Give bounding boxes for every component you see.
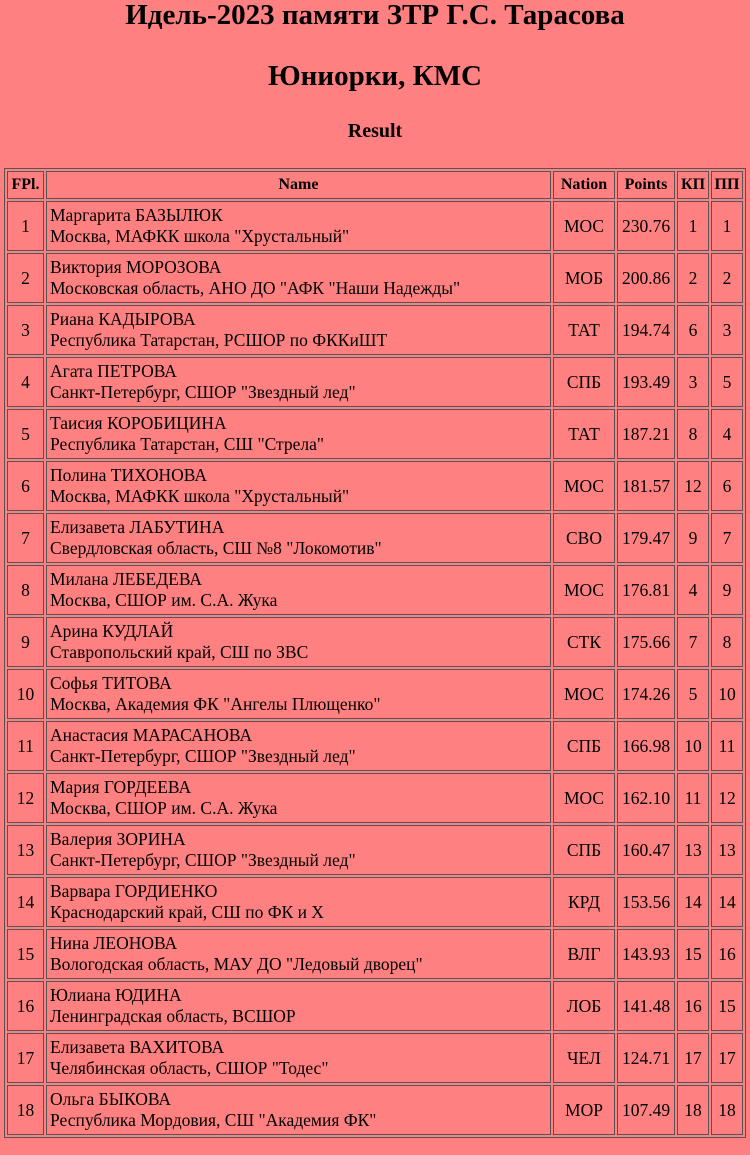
kp-cell: 15 xyxy=(677,929,709,979)
kp-cell: 1 xyxy=(677,201,709,251)
table-row xyxy=(7,461,743,511)
nation-cell: ВЛГ xyxy=(553,929,615,979)
pp-cell: 12 xyxy=(711,773,743,823)
column-header-kp: КП xyxy=(677,171,709,199)
skater-club: Москва, СШОР им. С.А. Жука xyxy=(50,798,278,818)
kp-cell: 17 xyxy=(677,1033,709,1083)
points-cell: 160.47 xyxy=(617,825,675,875)
skater-club: Ленинградская область, ВСШОР xyxy=(50,1006,296,1026)
place-cell: 16 xyxy=(7,981,44,1031)
skater-cell xyxy=(46,305,551,355)
pp-cell: 13 xyxy=(711,825,743,875)
pp-cell: 11 xyxy=(711,721,743,771)
pp-cell: 3 xyxy=(711,305,743,355)
pp-cell: 14 xyxy=(711,877,743,927)
skater-club: Ставропольский край, СШ по ЗВС xyxy=(50,642,309,662)
skater-club: Санкт-Петербург, СШОР "Звездный лед" xyxy=(50,746,356,766)
skater-name: Софья ТИТОВА xyxy=(50,673,172,693)
nation-cell: МОС xyxy=(553,461,615,511)
column-header-nation: Nation xyxy=(553,171,615,199)
table-row xyxy=(7,773,743,823)
nation-cell: СПБ xyxy=(553,357,615,407)
pp-cell: 18 xyxy=(711,1085,743,1135)
kp-cell: 5 xyxy=(677,669,709,719)
skater-cell xyxy=(46,721,551,771)
skater-name: Арина КУДЛАЙ xyxy=(50,621,174,641)
place-cell: 15 xyxy=(7,929,44,979)
nation-cell: МОС xyxy=(553,669,615,719)
points-cell: 166.98 xyxy=(617,721,675,771)
table-row xyxy=(7,721,743,771)
skater-club: Вологодская область, МАУ ДО "Ледовый дворец" xyxy=(50,954,423,974)
points-cell: 175.66 xyxy=(617,617,675,667)
skater-name: Варвара ГОРДИЕНКО xyxy=(50,881,218,901)
place-cell: 14 xyxy=(7,877,44,927)
skater-club: Республика Татарстан, РСШОР по ФККиШТ xyxy=(50,330,388,350)
table-row xyxy=(7,305,743,355)
skater-cell xyxy=(46,513,551,563)
nation-cell: МОС xyxy=(553,201,615,251)
results-table xyxy=(4,168,746,1138)
pp-cell: 2 xyxy=(711,253,743,303)
points-cell: 124.71 xyxy=(617,1033,675,1083)
table-row xyxy=(7,929,743,979)
skater-cell xyxy=(46,201,551,251)
page-title: Идель-2023 памяти ЗТР Г.С. Тарасова xyxy=(125,0,625,31)
table-row xyxy=(7,617,743,667)
pp-cell: 9 xyxy=(711,565,743,615)
table-row xyxy=(7,1085,743,1135)
nation-cell: ТАТ xyxy=(553,305,615,355)
table-row xyxy=(7,1033,743,1083)
table-row xyxy=(7,357,743,407)
points-cell: 174.26 xyxy=(617,669,675,719)
kp-cell: 8 xyxy=(677,409,709,459)
skater-name: Маргарита БАЗЫЛЮК xyxy=(50,205,223,225)
skater-club: Санкт-Петербург, СШОР "Звездный лед" xyxy=(50,850,356,870)
skater-name: Мария ГОРДЕЕВА xyxy=(50,777,192,797)
skater-club: Москва, МАФКК школа "Хрустальный" xyxy=(50,486,350,506)
points-cell: 176.81 xyxy=(617,565,675,615)
skater-name: Полина ТИХОНОВА xyxy=(50,465,207,485)
kp-cell: 10 xyxy=(677,721,709,771)
pp-cell: 6 xyxy=(711,461,743,511)
kp-cell: 7 xyxy=(677,617,709,667)
kp-cell: 9 xyxy=(677,513,709,563)
kp-cell: 13 xyxy=(677,825,709,875)
pp-cell: 17 xyxy=(711,1033,743,1083)
table-row xyxy=(7,409,743,459)
skater-name: Таисия КОРОБИЦИНА xyxy=(50,413,227,433)
category-subtitle: Юниорки, КМС xyxy=(268,60,482,92)
points-cell: 193.49 xyxy=(617,357,675,407)
column-header-points: Points xyxy=(617,171,675,199)
column-header-name: Name xyxy=(46,171,551,199)
skater-club: Республика Мордовия, СШ "Академия ФК" xyxy=(50,1110,377,1130)
place-cell: 18 xyxy=(7,1085,44,1135)
pp-cell: 8 xyxy=(711,617,743,667)
pp-cell: 1 xyxy=(711,201,743,251)
place-cell: 13 xyxy=(7,825,44,875)
skater-name: Виктория МОРОЗОВА xyxy=(50,257,222,277)
kp-cell: 3 xyxy=(677,357,709,407)
table-row xyxy=(7,825,743,875)
place-cell: 1 xyxy=(7,201,44,251)
points-cell: 230.76 xyxy=(617,201,675,251)
place-cell: 11 xyxy=(7,721,44,771)
skater-club: Москва, СШОР им. С.А. Жука xyxy=(50,590,278,610)
skater-name: Милана ЛЕБЕДЕВА xyxy=(50,569,203,589)
place-cell: 6 xyxy=(7,461,44,511)
table-row xyxy=(7,981,743,1031)
nation-cell: КРД xyxy=(553,877,615,927)
skater-cell xyxy=(46,773,551,823)
skater-club: Свердловская область, СШ №8 "Локомотив" xyxy=(50,538,382,558)
skater-name: Анастасия МАРАСАНОВА xyxy=(50,725,253,745)
skater-cell xyxy=(46,929,551,979)
place-cell: 10 xyxy=(7,669,44,719)
nation-cell: ТАТ xyxy=(553,409,615,459)
skater-cell xyxy=(46,409,551,459)
points-cell: 179.47 xyxy=(617,513,675,563)
kp-cell: 4 xyxy=(677,565,709,615)
kp-cell: 2 xyxy=(677,253,709,303)
skater-club: Москва, МАФКК школа "Хрустальный" xyxy=(50,226,350,246)
points-cell: 141.48 xyxy=(617,981,675,1031)
pp-cell: 10 xyxy=(711,669,743,719)
place-cell: 4 xyxy=(7,357,44,407)
kp-cell: 18 xyxy=(677,1085,709,1135)
skater-cell xyxy=(46,669,551,719)
place-cell: 8 xyxy=(7,565,44,615)
column-header-place: FPl. xyxy=(7,171,44,199)
nation-cell: СПБ xyxy=(553,825,615,875)
nation-cell: ЛОБ xyxy=(553,981,615,1031)
kp-cell: 11 xyxy=(677,773,709,823)
place-cell: 7 xyxy=(7,513,44,563)
section-heading: Result xyxy=(347,120,403,142)
skater-name: Нина ЛЕОНОВА xyxy=(50,933,178,953)
points-cell: 187.21 xyxy=(617,409,675,459)
skater-name: Агата ПЕТРОВА xyxy=(50,361,177,381)
skater-club: Санкт-Петербург, СШОР "Звездный лед" xyxy=(50,382,356,402)
place-cell: 5 xyxy=(7,409,44,459)
points-cell: 200.86 xyxy=(617,253,675,303)
pp-cell: 15 xyxy=(711,981,743,1031)
skater-cell xyxy=(46,357,551,407)
results-body xyxy=(7,201,743,1135)
skater-name: Ольга БЫКОВА xyxy=(50,1089,172,1109)
place-cell: 3 xyxy=(7,305,44,355)
skater-name: Елизавета ВАХИТОВА xyxy=(50,1037,225,1057)
skater-club: Москва, Академия ФК "Ангелы Плющенко" xyxy=(50,694,381,714)
pp-cell: 4 xyxy=(711,409,743,459)
nation-cell: ЧЕЛ xyxy=(553,1033,615,1083)
points-cell: 153.56 xyxy=(617,877,675,927)
nation-cell: МОБ xyxy=(553,253,615,303)
kp-cell: 12 xyxy=(677,461,709,511)
nation-cell: СТК xyxy=(553,617,615,667)
pp-cell: 5 xyxy=(711,357,743,407)
skater-name: Риана КАДЫРОВА xyxy=(50,309,196,329)
place-cell: 9 xyxy=(7,617,44,667)
pp-cell: 7 xyxy=(711,513,743,563)
points-cell: 143.93 xyxy=(617,929,675,979)
points-cell: 162.10 xyxy=(617,773,675,823)
nation-cell: МОС xyxy=(553,565,615,615)
nation-cell: СПБ xyxy=(553,721,615,771)
skater-cell xyxy=(46,253,551,303)
table-row xyxy=(7,513,743,563)
table-header-row xyxy=(7,171,743,199)
place-cell: 2 xyxy=(7,253,44,303)
skater-cell xyxy=(46,617,551,667)
table-row xyxy=(7,201,743,251)
kp-cell: 14 xyxy=(677,877,709,927)
skater-cell xyxy=(46,1085,551,1135)
place-cell: 12 xyxy=(7,773,44,823)
skater-name: Валерия ЗОРИНА xyxy=(50,829,186,849)
skater-club: Челябинская область, СШОР "Тодес" xyxy=(50,1058,329,1078)
skater-club: Республика Татарстан, СШ "Стрела" xyxy=(50,434,325,454)
nation-cell: СВО xyxy=(553,513,615,563)
skater-cell xyxy=(46,981,551,1031)
table-row xyxy=(7,877,743,927)
points-cell: 194.74 xyxy=(617,305,675,355)
place-cell: 17 xyxy=(7,1033,44,1083)
skater-cell xyxy=(46,461,551,511)
table-row xyxy=(7,565,743,615)
nation-cell: МОС xyxy=(553,773,615,823)
skater-cell xyxy=(46,565,551,615)
kp-cell: 16 xyxy=(677,981,709,1031)
skater-cell xyxy=(46,877,551,927)
skater-name: Юлиана ЮДИНА xyxy=(50,985,182,1005)
skater-cell xyxy=(46,825,551,875)
nation-cell: МОР xyxy=(553,1085,615,1135)
pp-cell: 16 xyxy=(711,929,743,979)
skater-name: Елизавета ЛАБУТИНА xyxy=(50,517,225,537)
kp-cell: 6 xyxy=(677,305,709,355)
points-cell: 181.57 xyxy=(617,461,675,511)
skater-club: Московская область, АНО ДО "АФК "Наши Надежды" xyxy=(50,278,461,298)
column-header-pp: ПП xyxy=(711,171,743,199)
skater-club: Краснодарский край, СШ по ФК и Х xyxy=(50,902,324,922)
skater-cell xyxy=(46,1033,551,1083)
points-cell: 107.49 xyxy=(617,1085,675,1135)
table-row xyxy=(7,253,743,303)
table-row xyxy=(7,669,743,719)
